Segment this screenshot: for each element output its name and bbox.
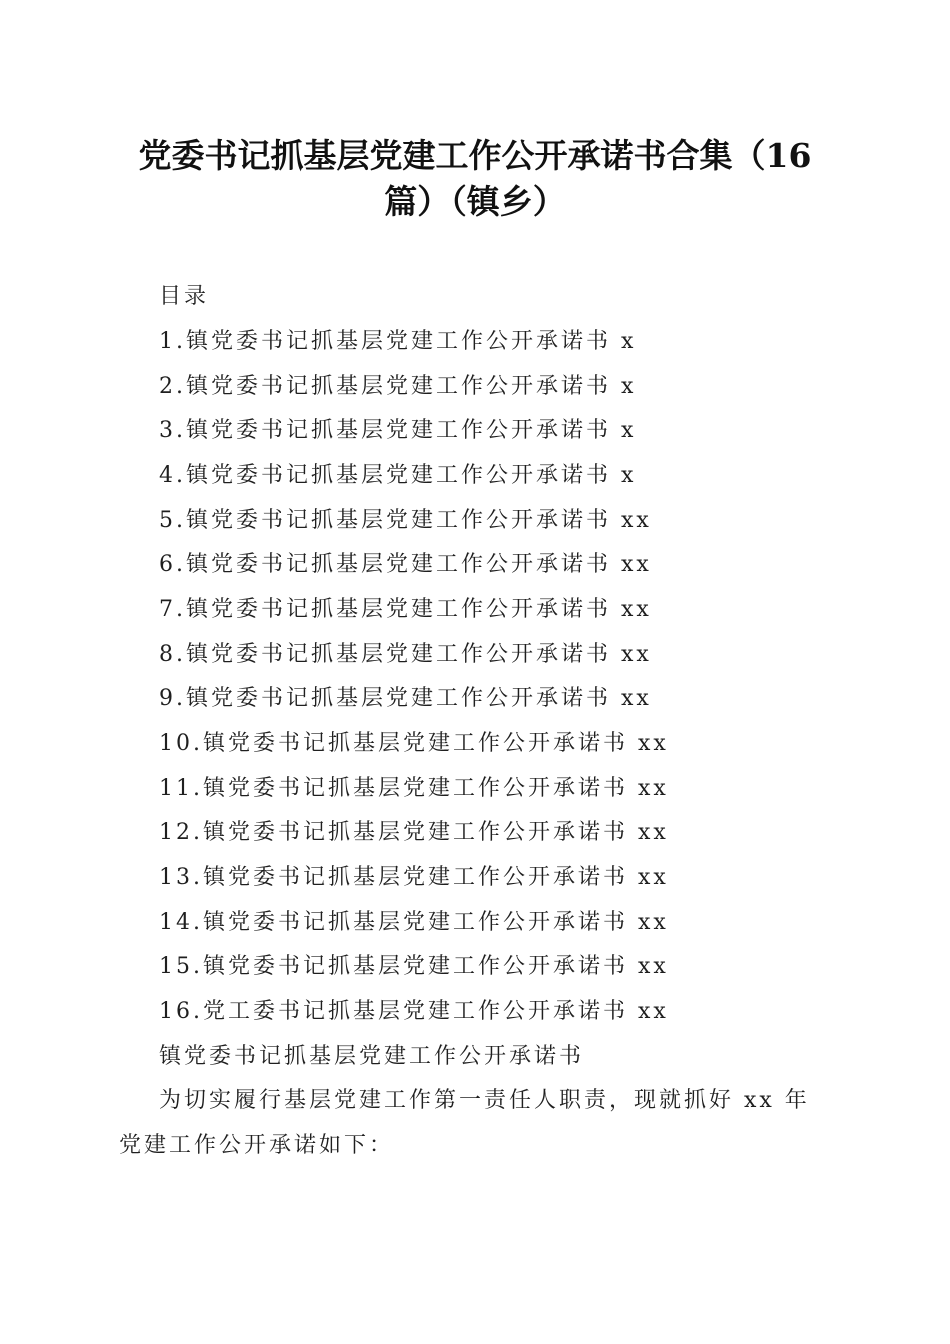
toc-item: 7.镇党委书记抓基层党建工作公开承诺书 xx: [159, 597, 652, 622]
title-line-1: 党委书记抓基层党建工作公开承诺书合集（16: [138, 136, 812, 175]
toc-item: 12.镇党委书记抓基层党建工作公开承诺书 xx: [159, 820, 669, 845]
toc-item: 11.镇党委书记抓基层党建工作公开承诺书 xx: [159, 776, 669, 801]
toc-item: 5.镇党委书记抓基层党建工作公开承诺书 xx: [159, 508, 652, 533]
section-heading: 镇党委书记抓基层党建工作公开承诺书: [159, 1044, 585, 1069]
toc-item: 4.镇党委书记抓基层党建工作公开承诺书 x: [159, 463, 637, 488]
paragraph-line: 党建工作公开承诺如下：: [119, 1133, 395, 1158]
paragraph-line: 为切实履行基层党建工作第一责任人职责，现就抓好 xx 年: [159, 1088, 810, 1113]
toc-item: 13.镇党委书记抓基层党建工作公开承诺书 xx: [159, 865, 669, 890]
toc-heading: 目录: [159, 284, 210, 309]
title-line-2: 篇）（镇乡）: [384, 182, 566, 221]
toc-item: 16.党工委书记抓基层党建工作公开承诺书 xx: [159, 999, 669, 1024]
toc-item: 10.镇党委书记抓基层党建工作公开承诺书 xx: [159, 731, 669, 756]
toc-item: 6.镇党委书记抓基层党建工作公开承诺书 xx: [159, 552, 652, 577]
document-title: [100, 133, 850, 225]
toc-item: 15.镇党委书记抓基层党建工作公开承诺书 xx: [159, 954, 669, 979]
toc-item: 8.镇党委书记抓基层党建工作公开承诺书 xx: [159, 642, 652, 667]
toc-item: 1.镇党委书记抓基层党建工作公开承诺书 x: [159, 329, 637, 354]
toc-item: 2.镇党委书记抓基层党建工作公开承诺书 x: [159, 374, 637, 399]
toc-item: 3.镇党委书记抓基层党建工作公开承诺书 x: [159, 418, 637, 443]
toc-item: 14.镇党委书记抓基层党建工作公开承诺书 xx: [159, 910, 669, 935]
toc-item: 9.镇党委书记抓基层党建工作公开承诺书 xx: [159, 686, 652, 711]
